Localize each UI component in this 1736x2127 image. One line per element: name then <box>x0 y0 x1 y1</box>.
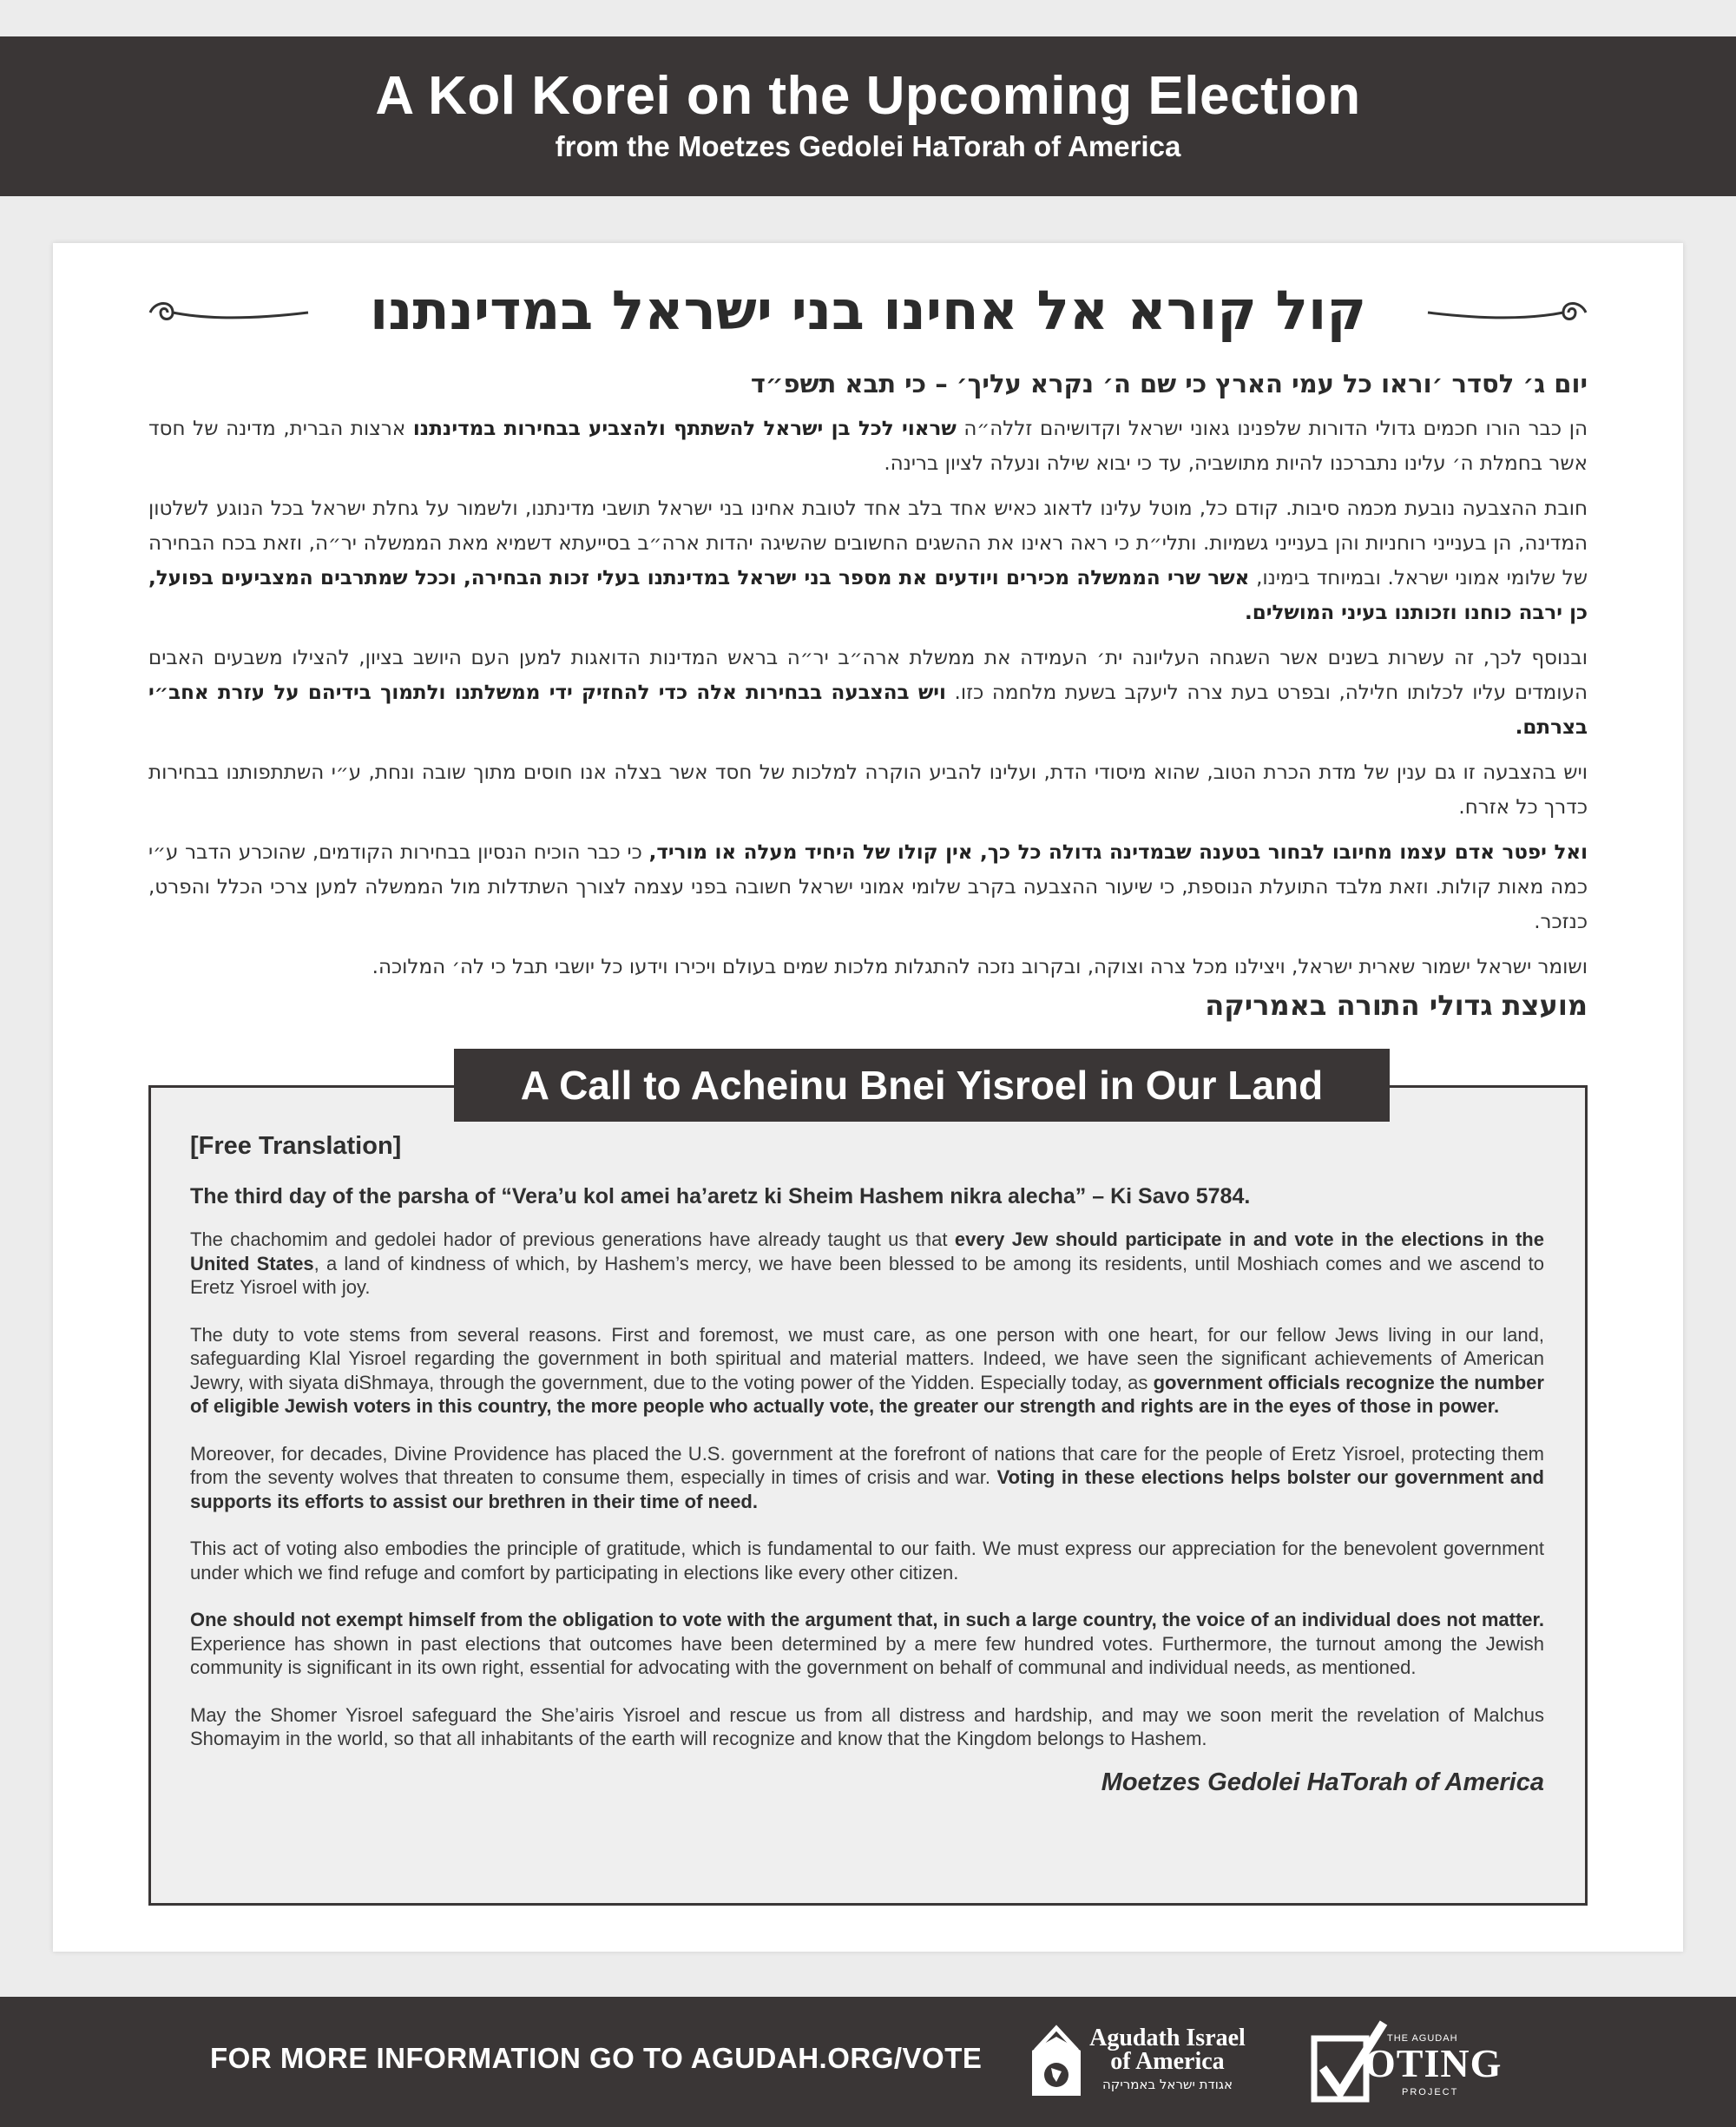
english-paragraph-1 <box>190 1228 1544 1300</box>
hebrew-paragraph-4: ויש בהצבעה זו גם ענין של מדת הכרת הטוב, שהוא מיסודי הדת, ועלינו להביע הוקרה למלכות של חסד אשר בצלה אנו חוסים מתוך שובה ונחת, ע״י השתתפותנו בבחירות כדרך כל אזרח. <box>148 761 1588 819</box>
agudah-name-line2: of America <box>1110 2048 1225 2075</box>
hebrew-p3-text-a: ובנוסף לכך, זה עשרות בשנים אשר השגחה העליונה ית׳ העמידה את ממשלת ארה״ב יר״ה בראש המדינות הדואגות למען העם היושב בציון, להצילו משבעים האבים העומדים עליו לכלותו חלילה, ובפרט בעת צרה ליעקב בשעת מלחמה כזו. <box>148 647 1588 704</box>
hebrew-title: קול קורא אל אחינו בני ישראל במדינתנו <box>370 279 1366 342</box>
left-flourish-icon <box>147 293 312 332</box>
voting-project-logo <box>1311 2019 1502 2106</box>
english-paragraph-2 <box>190 1323 1544 1419</box>
footer-info-link[interactable]: FOR MORE INFORMATION GO TO AGUDAH.ORG/VOTE <box>210 2042 983 2074</box>
hebrew-p1-text-c: ארצות הברית, מדינה של חסד אשר בחמלת ה׳ עלינו נתברכנו להיות מתושביה, עד כי יבוא שילה ונעלה לציון ברינה. <box>148 418 1588 475</box>
english-p1-bold: every Jew should participate in and vote in the elections in the United States <box>190 1228 1544 1274</box>
english-p5-bold: One should not exempt himself from the obligation to vote with the argument that, in such a large country, the voice of an individual does not matter. <box>190 1609 1544 1630</box>
hebrew-p5-text-b: כי כבר הוכיח הנסיון בבחירות הקודמים, שהוכרע הדבר ע״י כמה מאות קולות. וזאת מלבד התועלת הנוספת, כי שיעור ההצבעה בקרב שלומי אמוני ישראל חשובה בפני עצמה לצורך השתדלות מול הממשלה למען צרכי הכלל והפרט, כנזכר. <box>148 841 1588 933</box>
english-tab-title: A Call to Acheinu Bnei Yisroel in Our Land <box>454 1049 1390 1122</box>
hebrew-subhead: יום ג׳ לסדר ׳וראו כל עמי הארץ כי שם ה׳ נקרא עליך׳ – כי תבא תשפ״ד <box>750 369 1588 398</box>
english-paragraph-4: This act of voting also embodies the principle of gratitude, which is fundamental to our faith. We must express our appreciation for the benevolent government under which we find refuge and comfort by participating in elections like every other citizen. <box>190 1538 1544 1584</box>
agudah-hebrew-name: אגודת ישראל באמריקה <box>1101 2077 1233 2092</box>
hebrew-p5-bold: ואל יפטר אדם עצמו מחיובו לבחור בטענה שבמדינה גדולה כל כך, אין קולו של היחיד מעלה או מוריד, <box>648 841 1588 864</box>
english-date-line: The third day of the parsha of “Vera’u kol amei ha’aretz ki Sheim Hashem nikra alecha” – Ki Savo 5784. <box>190 1184 1251 1208</box>
page-subtitle: from the Moetzes Gedolei HaTorah of America <box>555 130 1181 162</box>
hebrew-p3-bold: ויש בהצבעה בבחירות אלה כדי להחזיק ידי ממשלתנו ולתמוך בידיהם על עזרת אחב״י בצרתם. <box>148 682 1588 739</box>
hebrew-paragraph-2 <box>148 491 1588 630</box>
hebrew-paragraph-6: ושומר ישראל ישמור שארית ישראל, ויצילנו מכל צרה וצוקה, ובקרוב נזכה להתגלות מלכות שמים בעולם ויכירו וידעו כל יושבי תבל כי לה׳ המלוכה. <box>372 956 1588 978</box>
document-card <box>53 243 1683 1952</box>
english-p3-bold: Voting in these elections helps bolster our government and supports its efforts to assist our brethren in their time of need. <box>190 1466 1544 1512</box>
voting-word: OTING <box>1364 2041 1503 2085</box>
agudah-name <box>1089 2026 1246 2073</box>
footer-banner <box>0 1997 1736 2127</box>
hebrew-p1-text-a: הן כבר הורו חכמים גדולי הדורות שלפנינו גאוני ישראל וקדושיהם זללה״ה <box>963 418 1588 440</box>
english-body <box>190 1129 1544 1794</box>
english-p2-text-a: The duty to vote stems from several reasons. First and foremost, we must care, as one person with one heart, for our fellow Jews living in our land, safeguarding Klal Yisroel regarding the government in both spiritual and material matters. Indeed, we have seen the significant achievements of American Jewry, with siyata diShmaya, through the government, due to the voting power of the Yidden. Especially today, as <box>190 1323 1544 1393</box>
english-paragraph-5 <box>190 1608 1544 1680</box>
hebrew-p2-text-a: חובת ההצבעה נובעת מכמה סיבות. קודם כל, מוטל עלינו לדאוג כאיש אחד בלב אחד לטובת אחינו בני ישראל תושבי מדינתנו, ולשמור על גחלת ישראל בכל הנוגע לשלטון המדינה, הן בענייני רוחניות והן בענייני גשמיות. ותלי״ת כי ראה ראינו את ההשגים החשובים שהשיגה יהדות ארה״ב בסייעתא דשמיא מאת הממשלה יר״ה, וזאת בכח הבחירה של שלומי אמוני ישראל. ובמיוחד בימינו, <box>148 497 1588 589</box>
free-translation-label: [Free Translation] <box>190 1132 402 1160</box>
agudah-logo <box>1027 2025 1253 2103</box>
english-p2-bold: government officials recognize the number of eligible Jewish voters in this country, the more people who actually vote, the greater our strength and rights are in the eyes of those in power. <box>190 1371 1544 1417</box>
hebrew-paragraph-3 <box>148 641 1588 745</box>
english-paragraph-6: May the Shomer Yisroel safeguard the She’airis Yisroel and rescue us from all distress and hardship, and may we soon merit the revelation of Malchus Shomayim in the world, so that all inhabitants of the earth will recognize and know that the Kingdom belongs to Hashem. <box>190 1703 1544 1749</box>
agudah-name-line1: Agudath Israel <box>1089 2025 1246 2051</box>
hebrew-paragraph-1 <box>148 412 1588 481</box>
english-p1-text-a: The chachomim and gedolei hador of previous generations have already taught us that <box>190 1228 948 1250</box>
top-banner <box>0 36 1736 196</box>
hebrew-title-row <box>53 276 1683 346</box>
hebrew-p1-bold: שראוי לכל בן ישראל להשתתף ולהצביע בבחירות במדינתנו <box>412 418 957 440</box>
right-flourish-icon <box>1424 293 1589 332</box>
hebrew-p2-bold: אשר שרי הממשלה מכירים ויודעים את מספר בני ישראל במדינתנו בעלי זכות הבחירה, וככל שמתרבים המצביעים בפועל, כן ירבה כוחנו וזכותנו בעיני המושלים. <box>148 567 1588 624</box>
english-p3-text-a: Moreover, for decades, Divine Providence has placed the U.S. government at the forefront of nations that care for the people of Eretz Yisroel, protecting them from the seventy wolves that threaten to consume them, especially in times of crisis and war. <box>190 1442 1544 1488</box>
english-paragraph-3 <box>190 1442 1544 1514</box>
voting-the-agudah: THE AGUDAH <box>1387 2033 1458 2044</box>
hebrew-body <box>148 365 1588 1024</box>
hebrew-signature: מועצת גדולי התורה באמריקה <box>1205 989 1588 1022</box>
english-p5-text-b: Experience has shown in past elections that outcomes have been determined by a mere few hundred votes. Furthermore, the turnout among the Jewish community is significant in its own right, essential for advocating with the government on behalf of communal and individual needs, as mentioned. <box>190 1632 1544 1678</box>
english-signature: Moetzes Gedolei HaTorah of America <box>1101 1768 1544 1796</box>
english-p1-text-c: , a land of kindness of which, by Hashem’s mercy, we have been blessed to be among its residents, until Moshiach comes and we ascend to Eretz Yisroel with joy. <box>190 1252 1544 1298</box>
agudah-emblem-icon <box>1027 2025 1086 2101</box>
voting-project-label: PROJECT <box>1402 2087 1459 2097</box>
hebrew-paragraph-5 <box>148 835 1588 939</box>
page-title: A Kol Korei on the Upcoming Election <box>375 66 1361 126</box>
